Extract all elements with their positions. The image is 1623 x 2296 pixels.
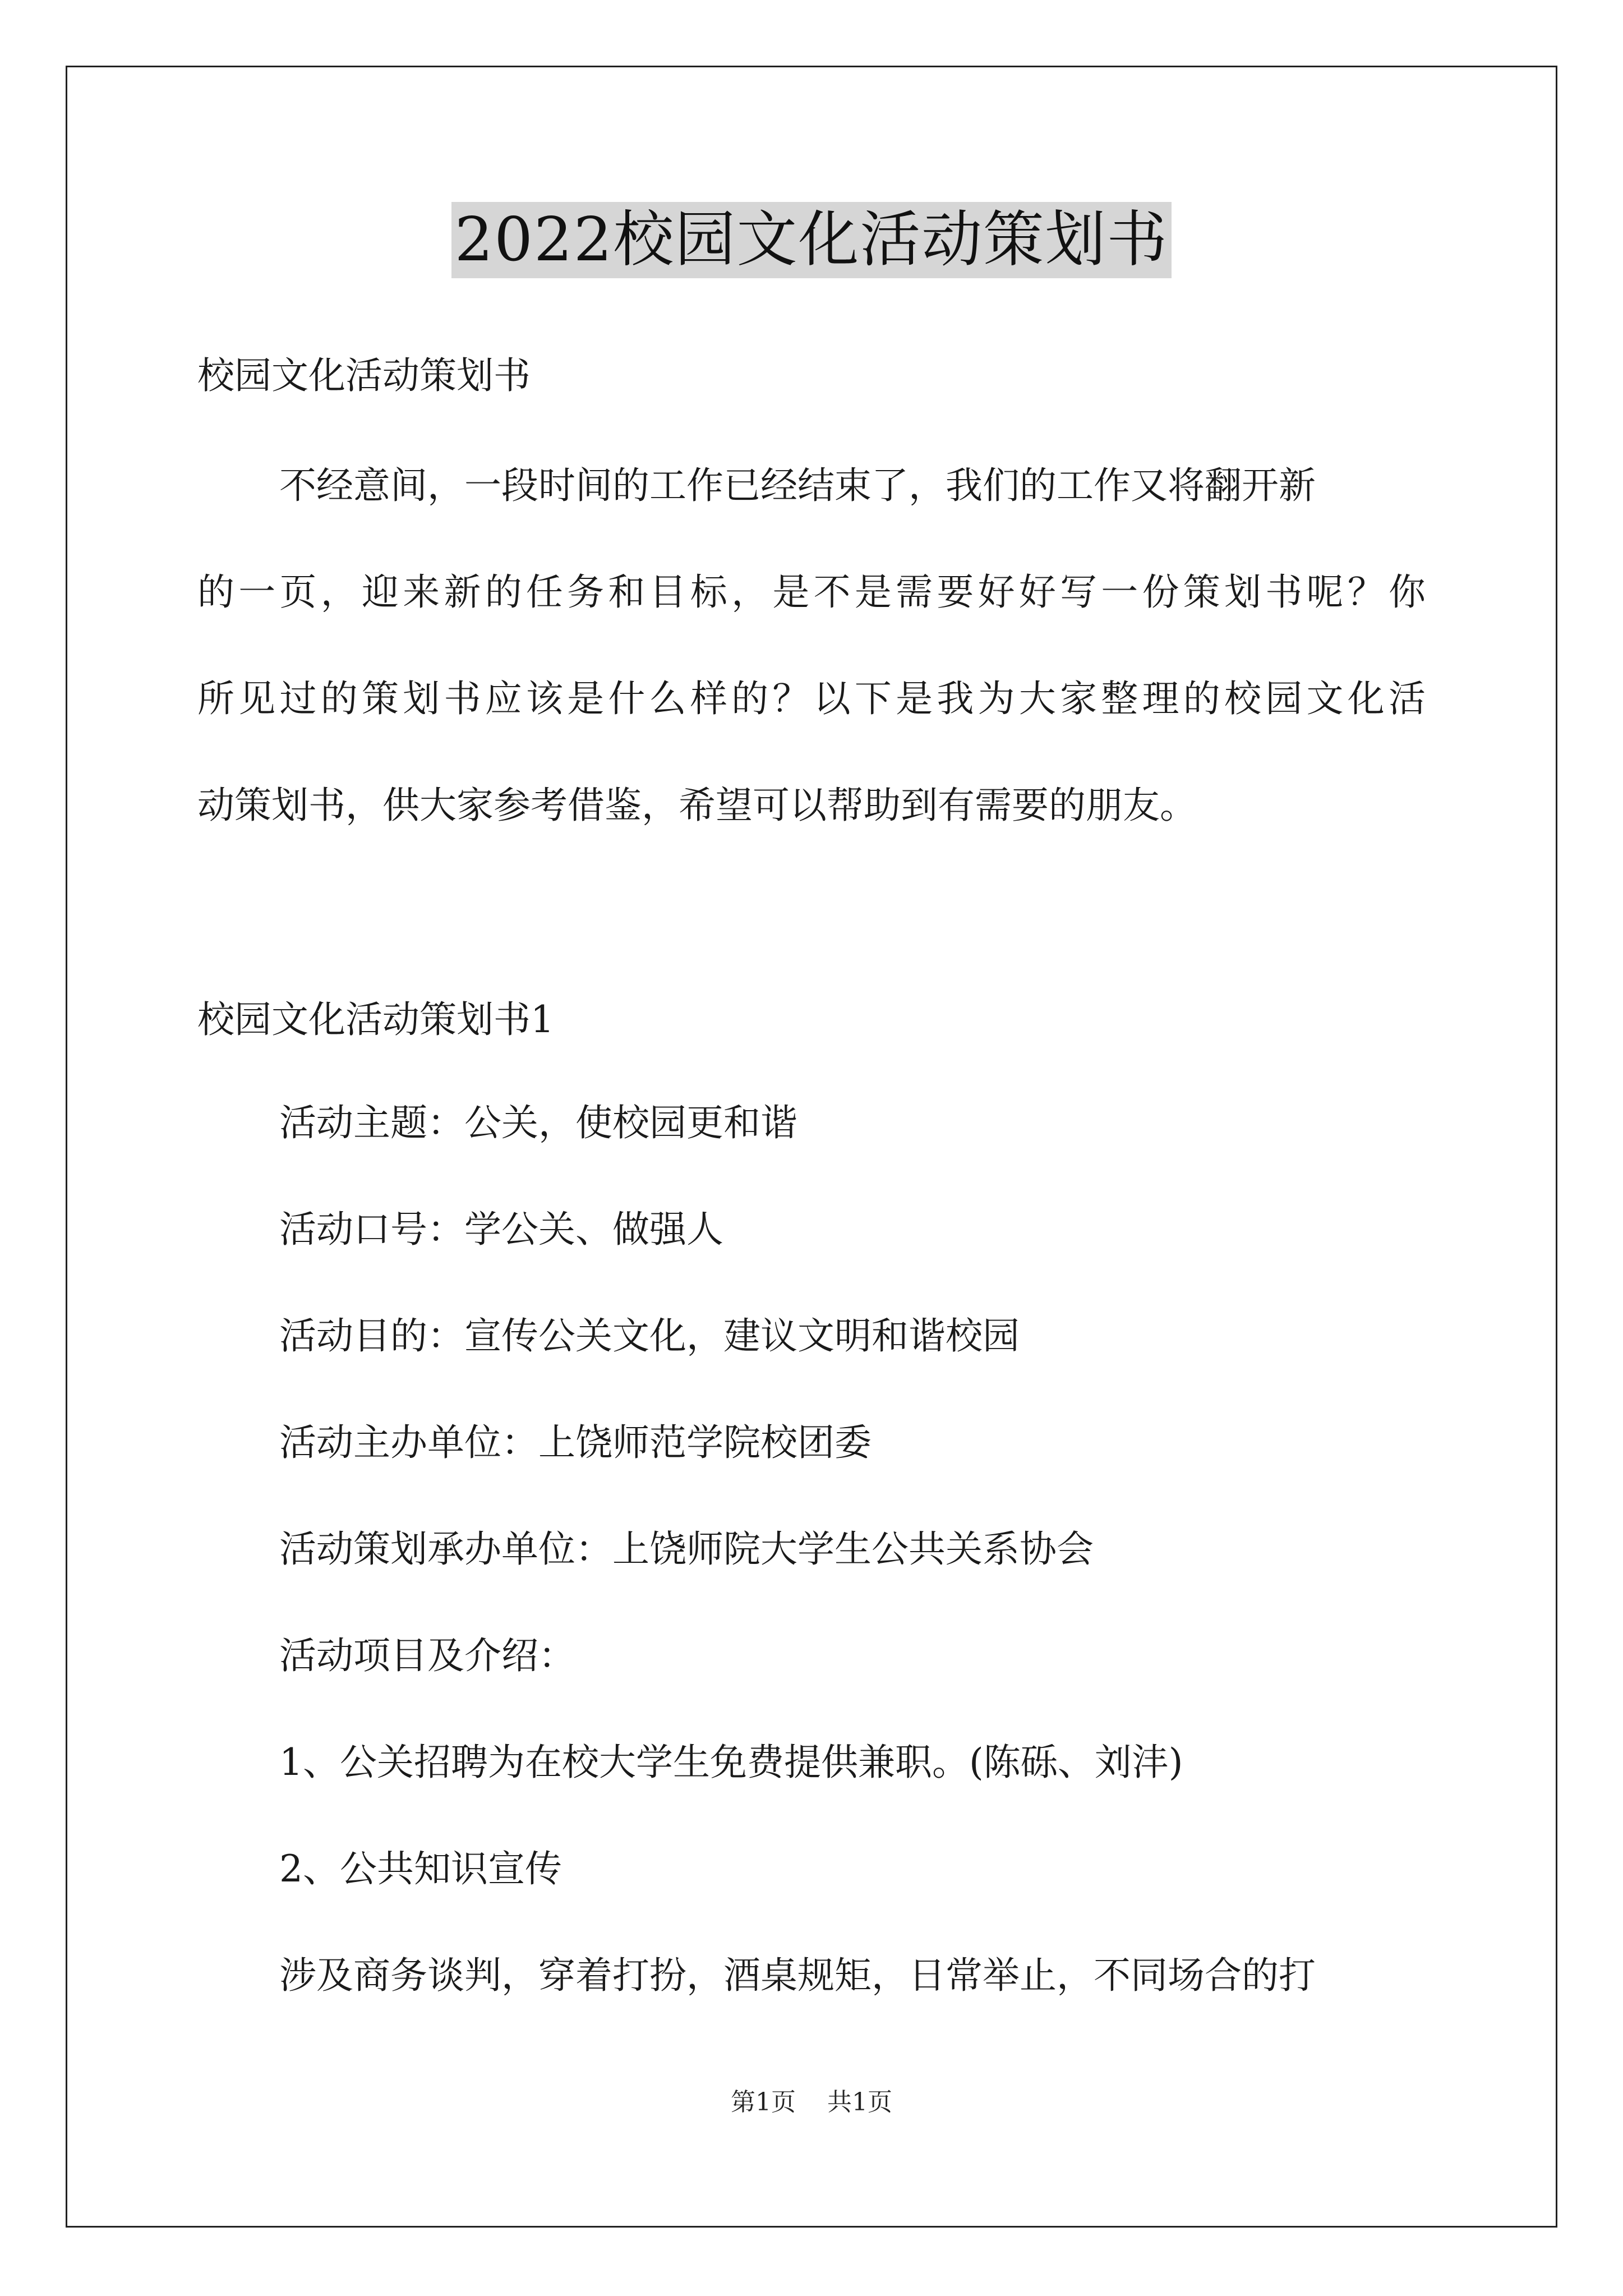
page-number-current: 第1页 bbox=[731, 2088, 796, 2116]
intro-line-1: 不经意间，一段时间的工作已经结束了，我们的工作又将翻开新 bbox=[279, 464, 1316, 507]
item-organizer: 活动主办单位：上饶师范学院校团委 bbox=[279, 1421, 872, 1464]
page-number-total: 共1页 bbox=[827, 2088, 892, 2116]
intro-line-2: 的一页，迎来新的任务和目标，是不是需要好好写一份策划书呢？你 bbox=[197, 570, 1426, 614]
item-theme: 活动主题：公关，使校园更和谐 bbox=[279, 1101, 797, 1144]
item-undertaker: 活动策划承办单位：上饶师院大学生公共关系协会 bbox=[279, 1527, 1094, 1571]
intro-line-4: 动策划书，供大家参考借鉴，希望可以帮助到有需要的朋友。 bbox=[197, 784, 1197, 827]
document-title: 2022校园文化活动策划书 bbox=[451, 202, 1172, 278]
title-container bbox=[0, 202, 1623, 278]
item-project-1: 1、公关招聘为在校大学生免费提供兼职。(陈砾、刘沣) bbox=[279, 1741, 1183, 1784]
item-slogan: 活动口号：学公关、做强人 bbox=[279, 1208, 723, 1251]
intro-line-3: 所见过的策划书应该是什么样的？以下是我为大家整理的校园文化活 bbox=[197, 677, 1426, 720]
item-purpose: 活动目的：宣传公关文化，建议文明和谐校园 bbox=[279, 1314, 1020, 1358]
item-project-2: 2、公共知识宣传 bbox=[279, 1847, 562, 1890]
page-footer bbox=[0, 2086, 1623, 2119]
document-subtitle: 校园文化活动策划书 bbox=[197, 354, 531, 397]
item-project-2-detail: 涉及商务谈判，穿着打扮，酒桌规矩，日常举止，不同场合的打 bbox=[279, 1954, 1316, 1997]
section-heading: 校园文化活动策划书1 bbox=[197, 998, 554, 1041]
item-projects-heading: 活动项目及介绍： bbox=[279, 1634, 575, 1677]
